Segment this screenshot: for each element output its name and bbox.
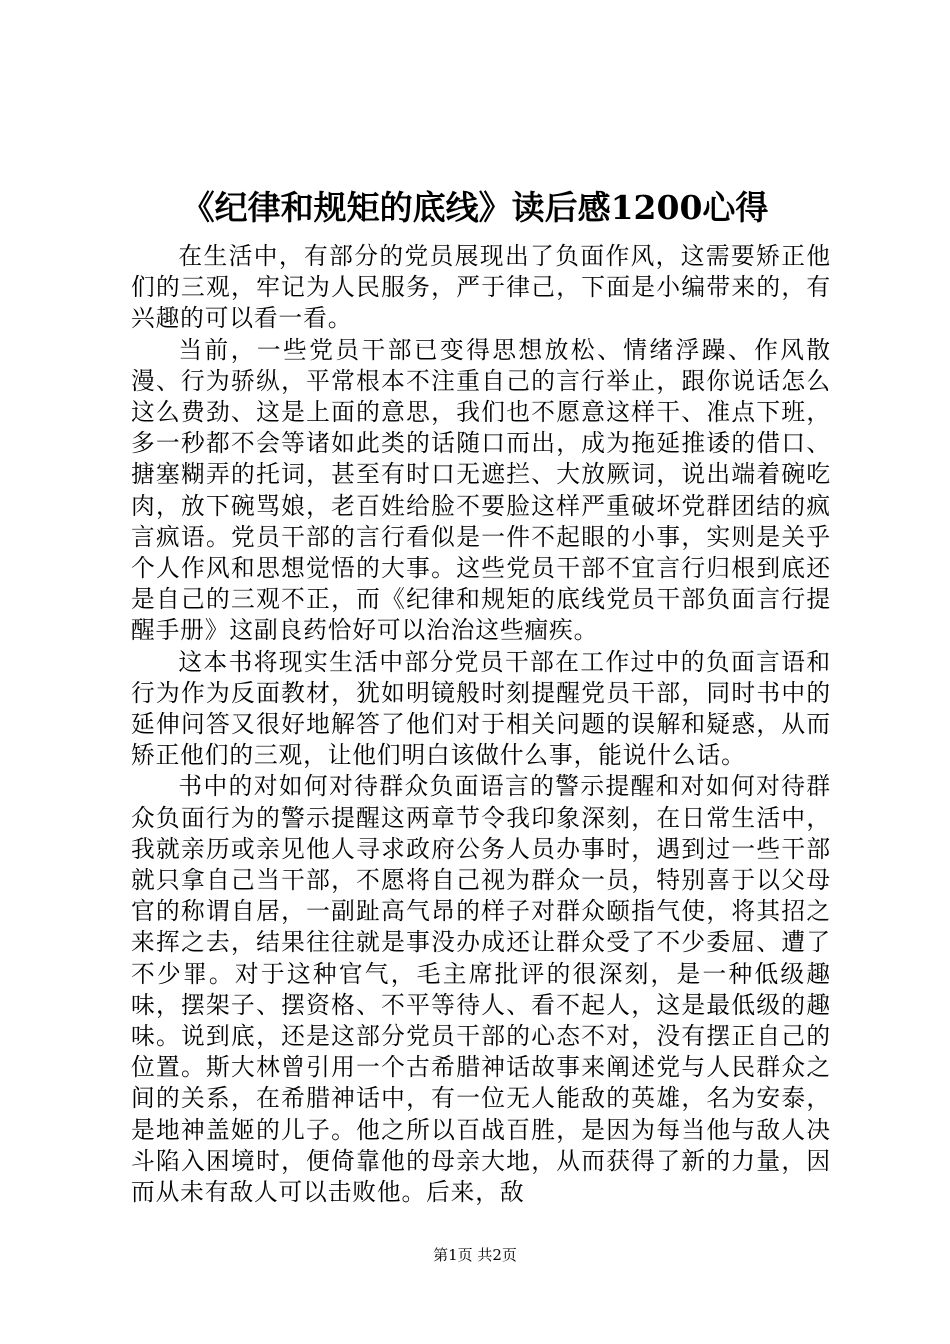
paragraph-intro: 在生活中，有部分的党员展现出了负面作风，这需要矫正他们的三观，牢记为人民服务，严于律己，下面是小编带来的，有兴趣的可以看一看。	[131, 242, 831, 333]
paragraph-book-summary: 这本书将现实生活中部分党员干部在工作过中的负面言语和行为作为反面教材，犹如明镜般时刻提醒党员干部，同时书中的延伸问答又很好地解答了他们对于相关问题的误解和疑惑，从而矫正他们的三观，让他们明白该做什么事，能说什么话。	[131, 647, 831, 770]
page-footer: 第1页 共2页	[433, 1246, 517, 1264]
document-body	[131, 241, 831, 1208]
paragraph-impression: 书中的对如何对待群众负面语言的警示提醒和对如何对待群众负面行为的警示提醒这两章节令我印象深刻，在日常生活中，我就亲历或亲见他人寻求政府公务人员办事时，遇到过一些干部就只拿自己当干部，不愿将自己视为群众一员，特别喜于以父母官的称谓自居，一副趾高气昂的样子对群众颐指气使，将其招之来挥之去，结果往往就是事没办成还让群众受了不少委屈、遭了不少罪。对于这种官气，毛主席批评的很深刻，是一种低级趣味，摆架子、摆资格、不平等待人、看不起人，这是最低级的趣味。说到底，还是这部分党员干部的心态不对，没有摆正自己的位置。斯大林曾引用一个古希腊神话故事来阐述党与人民群众之间的关系，在希腊神话中，有一位无人能敌的英雄，名为安泰，是地神盖姬的儿子。他之所以百战百胜，是因为每当他与敌人决斗陷入困境时，便倚靠他的母亲大地，从而获得了新的力量，因而从未有敌人可以击败他。后来，敌	[131, 772, 831, 1207]
document-title: 《纪律和规矩的底线》读后感1200心得	[181, 188, 769, 227]
paragraph-current-situation: 当前，一些党员干部已变得思想放松、情绪浮躁、作风散漫、行为骄纵，平常根本不注重自己的言行举止，跟你说话怎么这么费劲、这是上面的意思，我们也不愿意这样干、准点下班，多一秒都不会等诸如此类的话随口而出，成为拖延推诿的借口、搪塞糊弄的托词，甚至有时口无遮拦、大放厥词，说出端着碗吃肉，放下碗骂娘，老百姓给脸不要脸这样严重破坏党群团结的疯言疯语。党员干部的言行看似是一件不起眼的小事，实则是关乎个人作风和思想觉悟的大事。这些党员干部不宜言行归根到底还是自己的三观不正，而《纪律和规矩的底线党员干部负面言行提醒手册》这副良药恰好可以治治这些痼疾。	[131, 335, 831, 645]
